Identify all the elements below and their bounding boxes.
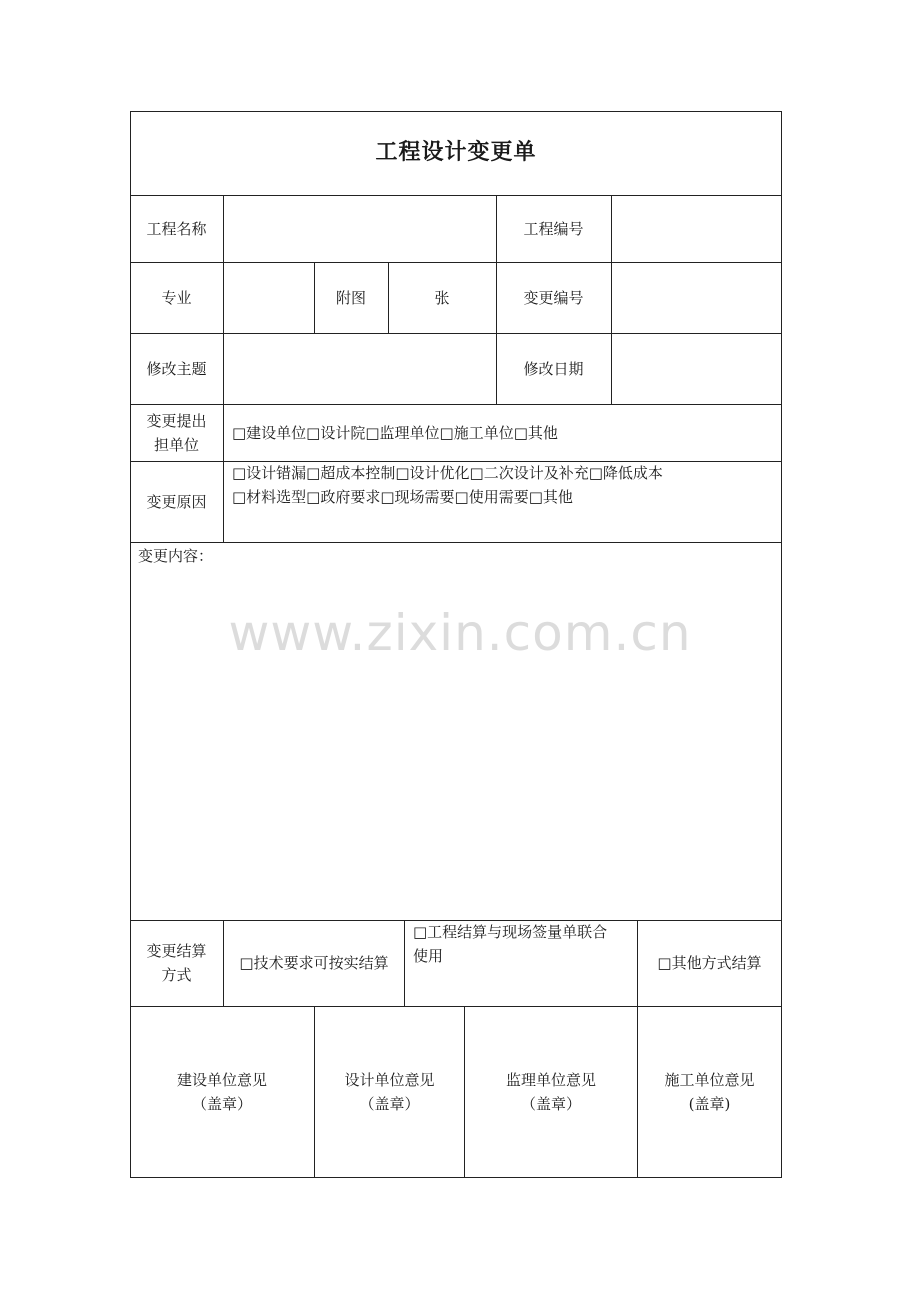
proposer-options[interactable]: □建设单位□设计院□监理单位□施工单位□其他: [232, 423, 558, 442]
border-right: [781, 111, 782, 1178]
settlement-option-combined[interactable]: [405, 920, 637, 1006]
content-label: 变更内容：: [138, 547, 214, 565]
reason-options-line1: □设计错漏□超成本控制□设计优化□二次设计及补充□降低成本: [232, 464, 663, 482]
opinion-owner-seal: （盖章）: [191, 1094, 252, 1113]
settlement-option-other[interactable]: □其他方式结算: [657, 954, 762, 972]
date-field[interactable]: [612, 333, 781, 404]
border-bottom: [130, 1177, 782, 1178]
opinion-supervisor-label: 监理单位意见: [505, 1070, 596, 1089]
date-label: 修改日期: [523, 359, 584, 378]
change-no-field[interactable]: [612, 262, 781, 333]
settlement-label-line1: 变更结算: [146, 942, 207, 960]
project-name-field[interactable]: [224, 195, 496, 262]
opinion-contractor-seal: (盖章): [688, 1094, 731, 1113]
settlement-option-combined-line1: □工程结算与现场签量单联合: [413, 923, 608, 941]
attachment-label: 附图: [335, 288, 366, 307]
settlement-option-actual[interactable]: □技术要求可按实结算: [239, 954, 389, 972]
row-divider: [130, 542, 782, 543]
settlement-label-line2: 方式: [161, 966, 192, 984]
opinion-designer-cell[interactable]: [315, 1006, 464, 1177]
opinion-contractor-label: 施工单位意见: [664, 1070, 755, 1089]
sheets-label: 张: [434, 288, 450, 307]
settlement-label: [130, 920, 223, 1006]
reason-label: 变更原因: [146, 492, 207, 511]
specialty-field[interactable]: [224, 262, 314, 333]
opinion-owner-label: 建设单位意见: [176, 1070, 267, 1089]
reason-options[interactable]: [224, 461, 781, 542]
project-name-label: 工程名称: [146, 219, 207, 238]
opinion-designer-seal: （盖章）: [359, 1094, 420, 1113]
proposer-label-line1: 变更提出: [146, 411, 207, 430]
settlement-option-combined-line2: 使用: [413, 947, 444, 965]
subject-label: 修改主题: [146, 359, 207, 378]
project-no-field[interactable]: [612, 195, 781, 262]
opinion-owner-cell[interactable]: [130, 1006, 314, 1177]
opinion-supervisor-cell[interactable]: [465, 1006, 637, 1177]
project-no-label: 工程编号: [523, 219, 584, 238]
opinion-supervisor-seal: （盖章）: [520, 1094, 581, 1113]
proposer-label: [130, 404, 223, 461]
specialty-label: 专业: [161, 288, 192, 307]
proposer-label-line2: 担单位: [153, 435, 199, 454]
subject-field[interactable]: [224, 333, 496, 404]
opinion-designer-label: 设计单位意见: [344, 1070, 435, 1089]
change-order-form: [130, 111, 782, 1178]
watermark: www.zixin.com.cn: [228, 604, 692, 662]
form-title: 工程设计变更单: [375, 140, 537, 165]
reason-options-line2: □材料选型□政府要求□现场需要□使用需要□其他: [232, 488, 573, 506]
content-area[interactable]: [131, 571, 781, 919]
opinion-contractor-cell[interactable]: [638, 1006, 781, 1177]
change-no-label: 变更编号: [523, 288, 584, 307]
